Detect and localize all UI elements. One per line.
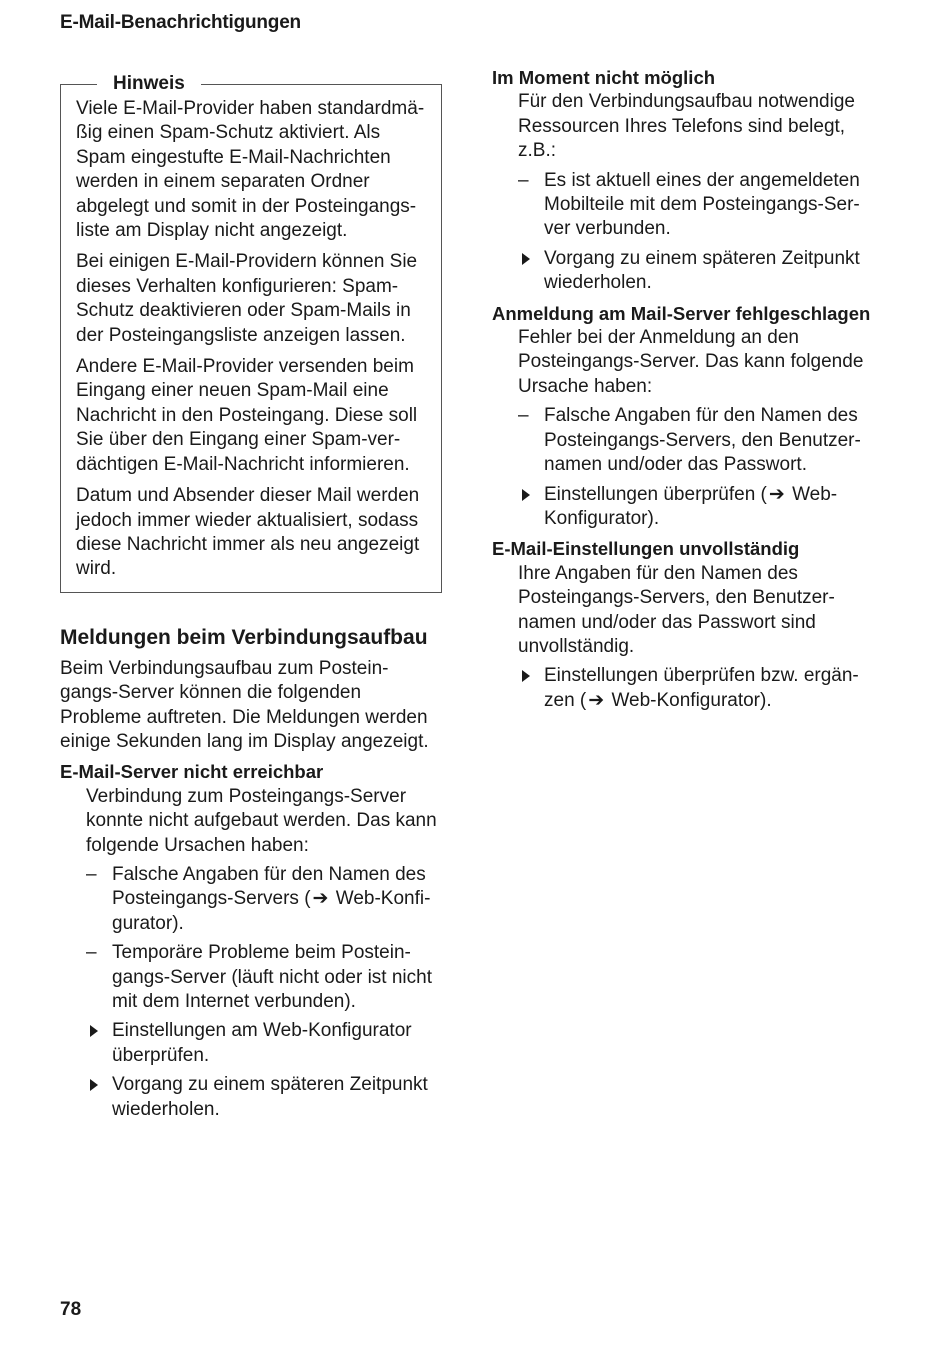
triangle-bullet-icon (522, 489, 530, 501)
login-failed-step1-pre: Einstellungen überprüfen ( (544, 483, 767, 505)
triangle-bullet-icon (90, 1025, 98, 1037)
note-paragraph-4: Datum und Absender dieser Mail werden jedoch immer wieder aktualisiert, sodass diese Nachricht immer als neu angezeigt wird. (76, 485, 420, 580)
login-failed-step1-post: Web- Konfigurator). (544, 483, 838, 529)
server-unreachable-step2: Vorgang zu einem späteren Zeitpunkt wiederholen. (112, 1074, 428, 1120)
triangle-bullet-icon (90, 1079, 98, 1091)
section-title: Meldungen beim Verbindungsaufbau (60, 625, 428, 649)
server-unreachable-dash1-post: Web-Konfi- gurator). (112, 888, 431, 934)
login-failed-body (518, 326, 882, 531)
login-failed-title: Anmeldung am Mail-Server fehlgeschlagen (492, 302, 871, 324)
note-paragraph-2: Bei einigen E-Mail-Providern können Sie dieses Verhalten konfigurieren: Spam- Schutz deaktivieren oder Spam-Mails in der Posteingangsliste anzeigen lassen. (76, 251, 418, 346)
list-item (518, 169, 882, 242)
incomplete-text: Ihre Angaben für den Namen des Posteingangs-Servers, den Benutzer- namen und/oder das Passwort sind unvollständig. (518, 562, 835, 657)
list-item (518, 247, 882, 296)
list-item (518, 483, 882, 532)
not-possible-step1: Vorgang zu einem späteren Zeitpunkt wiederholen. (544, 247, 860, 294)
list-item (86, 941, 442, 1014)
incomplete-step1-post: Web-Konfigurator). (606, 689, 772, 711)
note-title: Hinweis (97, 72, 201, 96)
note-paragraph-1: Viele E-Mail-Provider haben standardmä- ßig einen Spam-Schutz aktiviert. Als Spam eingestufte E-Mail-Nachrichten werden in einem separaten Ordner abgelegt und somit in der Posteingangs- liste am Display nicht angezeigt. (76, 98, 425, 242)
list-item (86, 1073, 442, 1122)
server-unreachable-step1: Einstellungen am Web-Konfigurator überprüfen. (112, 1020, 412, 1066)
dash-bullet: – (86, 863, 97, 885)
incomplete-step1-pre: Einstellungen überprüfen bzw. ergän- zen ( (544, 665, 859, 711)
not-possible-body (518, 90, 882, 295)
left-column (60, 73, 442, 1122)
list-item (86, 1019, 442, 1068)
not-possible-title: Im Moment nicht möglich (492, 67, 716, 88)
dash-bullet: – (86, 942, 97, 964)
not-possible-dash1: Es ist aktuell eines der angemeldeten Mobilteile mit dem Posteingangs-Ser- ver verbunden. (544, 169, 860, 240)
triangle-bullet-icon (522, 253, 530, 265)
incomplete-title: E-Mail-Einstellungen unvollständig (492, 538, 800, 560)
login-failed-dash1: Falsche Angaben für den Namen des Posteingangs-Servers, den Benutzer- namen und/oder das Passwort. (544, 405, 861, 476)
dash-bullet: – (518, 169, 529, 191)
list-item (518, 404, 882, 477)
server-unreachable-text: Verbindung zum Posteingangs-Server konnte nicht aufgebaut werden. Das kann folgende Ursachen haben: (86, 785, 437, 856)
server-unreachable-dash1-pre: Falsche Angaben für den Namen des Posteingangs-Servers ( (112, 863, 426, 910)
arrow-right-icon: ➔ (312, 888, 329, 910)
list-item (86, 863, 442, 936)
note-box (60, 73, 442, 593)
arrow-right-icon: ➔ (588, 689, 605, 711)
server-unreachable-title: E-Mail-Server nicht erreichbar (60, 761, 324, 783)
server-unreachable-dash2: Temporäre Probleme beim Postein- gangs-Server (läuft nicht oder ist nicht mit dem Internet verbunden). (112, 942, 432, 1012)
incomplete-body (518, 562, 882, 713)
not-possible-text: Für den Verbindungsaufbau notwendige Ressourcen Ihres Telefons sind belegt, z.B.: (518, 91, 855, 162)
arrow-right-icon: ➔ (768, 483, 785, 505)
note-paragraph-3: Andere E-Mail-Provider versenden beim Eingang einer neuen Spam-Mail eine Nachricht in den Posteingang. Diese soll Sie über den Eingang einer Spam-ver- dächtigen E-Mail-Nachricht informieren. (76, 356, 418, 475)
section-intro: Beim Verbindungsaufbau zum Postein- gangs-Server können die folgenden Probleme auftreten. Die Meldungen werden einige Sekunden lang im Display angezeigt. (60, 657, 429, 752)
right-column (492, 66, 882, 713)
login-failed-text: Fehler bei der Anmeldung an den Posteingangs-Server. Das kann folgende Ursache haben: (518, 327, 864, 397)
page-number: 78 (60, 1299, 82, 1320)
server-unreachable-body (86, 785, 442, 1122)
running-header: E-Mail-Benachrichtigungen (60, 12, 301, 33)
triangle-bullet-icon (522, 670, 530, 682)
list-item (518, 664, 882, 713)
dash-bullet: – (518, 405, 529, 427)
